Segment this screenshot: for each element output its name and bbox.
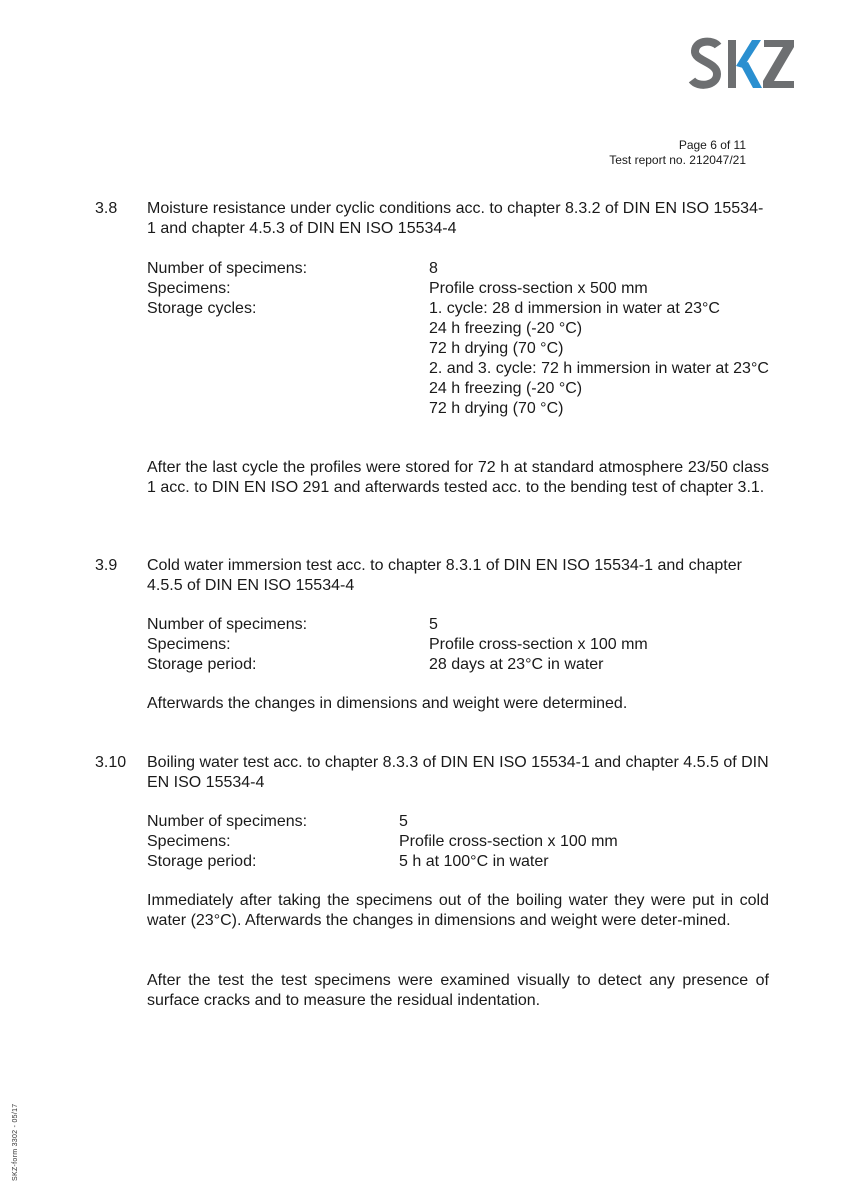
- detail-row: [147, 635, 774, 655]
- logo-letter-k-leg: [740, 62, 762, 88]
- detail-row: [147, 299, 774, 419]
- detail-label: Number of specimens:: [147, 260, 308, 277]
- detail-value: 24 h freezing (-20 °C): [429, 320, 583, 337]
- detail-value: 5: [399, 813, 408, 830]
- detail-row: [147, 812, 744, 832]
- section-number: 3.8: [95, 200, 118, 217]
- logo-letter-k-stem: [728, 40, 736, 88]
- detail-label: Storage cycles:: [147, 300, 257, 317]
- detail-value: 72 h drying (70 °C): [429, 400, 564, 417]
- detail-label: Number of specimens:: [147, 616, 308, 633]
- detail-label: Number of specimens:: [147, 813, 308, 830]
- form-code: SKZ-form 3302 - 05/17: [12, 1103, 19, 1181]
- detail-value: 5 h at 100°C in water: [399, 853, 549, 870]
- detail-row: [147, 852, 744, 872]
- detail-label: Storage period:: [147, 656, 257, 673]
- detail-value: 8: [429, 260, 438, 277]
- detail-value: 72 h drying (70 °C): [429, 340, 564, 357]
- section-title: Moisture resistance under cyclic conditions acc. to chapter 8.3.2 of DIN EN ISO 15534-1 and chapter 4.5.3 of DIN EN ISO 15534-4: [147, 200, 764, 237]
- section-title: Cold water immersion test acc. to chapter 8.3.1 of DIN EN ISO 15534-1 and chapter 4.5.5 of DIN EN ISO 15534-4: [147, 557, 742, 594]
- section-paragraph: After the last cycle the profiles were stored for 72 h at standard atmosphere 23/50 class 1 acc. to DIN EN ISO 291 and afterwards tested acc. to the bending test of chapter 3.1.: [147, 459, 769, 496]
- specimen-details: [147, 812, 744, 872]
- detail-label: Specimens:: [147, 636, 231, 653]
- detail-label: Storage period:: [147, 853, 257, 870]
- page-header: [609, 138, 746, 168]
- detail-label: Specimens:: [147, 833, 231, 850]
- logo-letter-z: [763, 40, 794, 88]
- detail-row: [147, 279, 774, 299]
- detail-value: Profile cross-section x 500 mm: [429, 280, 648, 297]
- detail-value: 1. cycle: 28 d immersion in water at 23°C: [429, 300, 720, 317]
- specimen-details: [147, 259, 774, 419]
- detail-row: [147, 615, 774, 635]
- section-title: Boiling water test acc. to chapter 8.3.3 of DIN EN ISO 15534-1 and chapter 4.5.5 of DIN EN ISO 15534-4: [147, 754, 769, 791]
- detail-row: [147, 655, 774, 675]
- specimen-details: [147, 615, 774, 675]
- section-paragraph: Immediately after taking the specimens out of the boiling water they were put in cold water (23°C). Afterwards the changes in dimensions and weight were deter-mined.: [147, 892, 769, 929]
- detail-value: 5: [429, 616, 438, 633]
- section-number: 3.10: [95, 754, 127, 771]
- report-number: Test report no. 212047/21: [609, 153, 746, 167]
- detail-value: Profile cross-section x 100 mm: [429, 636, 648, 653]
- detail-value: 28 days at 23°C in water: [429, 656, 604, 673]
- section-paragraph: After the test the test specimens were examined visually to detect any presence of surface cracks and to measure the residual indentation.: [147, 972, 769, 1009]
- detail-value: Profile cross-section x 100 mm: [399, 833, 618, 850]
- section-paragraph: Afterwards the changes in dimensions and weight were determined.: [147, 695, 628, 712]
- detail-row: [147, 832, 744, 852]
- detail-label: Specimens:: [147, 280, 231, 297]
- logo-letter-s: [692, 42, 718, 85]
- skz-logo: [688, 30, 798, 100]
- detail-row: [147, 259, 774, 279]
- detail-value: 2. and 3. cycle: 72 h immersion in water at 23°C: [429, 360, 769, 377]
- page-number: Page 6 of 11: [678, 138, 746, 152]
- detail-value: 24 h freezing (-20 °C): [429, 380, 583, 397]
- section-number: 3.9: [95, 557, 118, 574]
